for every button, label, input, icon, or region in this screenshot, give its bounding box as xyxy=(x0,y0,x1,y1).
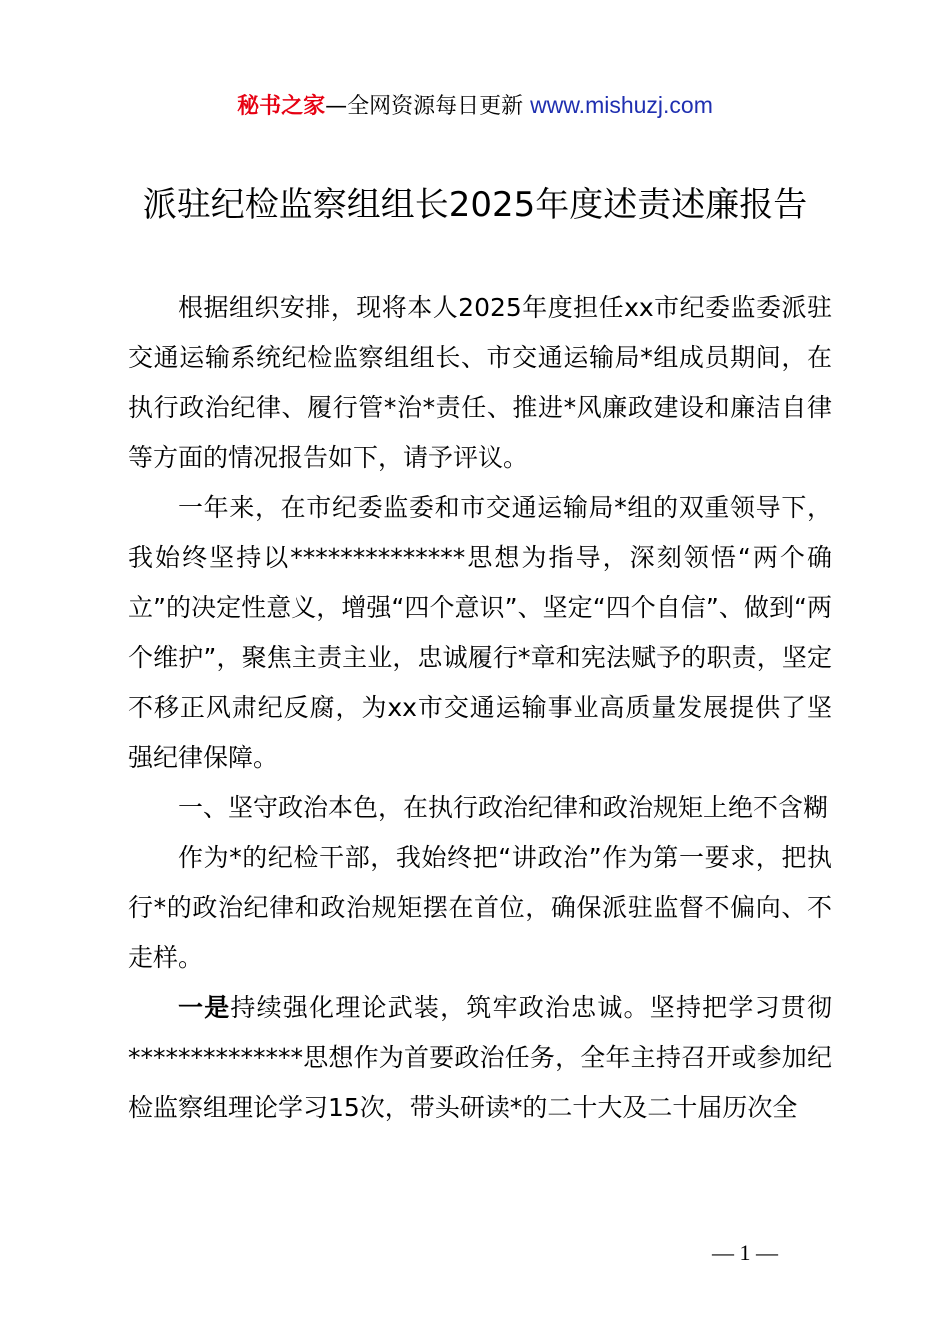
site-url-link[interactable]: www.mishuzj.com xyxy=(530,92,713,118)
paragraph-lead: 一是 xyxy=(178,993,231,1022)
site-brand: 秘书之家 xyxy=(237,94,326,119)
paragraph-text: 持续强化理论武装，筑牢政治忠诚。坚持把学习贯彻**************思想作为首要政治任务，全年主持召开或参加纪检监察组理论学习15次，带头研读*的二十大及二十届历次全 xyxy=(128,993,832,1122)
document-body xyxy=(128,283,832,1133)
page-number: — 1 — xyxy=(712,1240,778,1265)
paragraph-text: 根据组织安排，现将本人2025年度担任xx市纪委监委派驻交通运输系统纪检监察组组长、市交通运输局*组成员期间，在执行政治纪律、履行管*治*责任、推进*风廉政建设和廉洁自律等方面的情况报告如下，请予评议。 xyxy=(128,293,832,472)
site-header xyxy=(0,88,950,124)
paragraph-point-1 xyxy=(128,983,832,1133)
section-heading-text: 一、坚守政治本色，在执行政治纪律和政治规矩上绝不含糊 xyxy=(178,793,829,822)
paragraph-intro xyxy=(128,283,832,483)
section-heading-1 xyxy=(128,783,832,833)
paragraph-section-1-intro xyxy=(128,833,832,983)
paragraph-text: 作为*的纪检干部，我始终把“讲政治”作为第一要求，把执行*的政治纪律和政治规矩摆在首位，确保派驻监督不偏向、不走样。 xyxy=(128,843,832,972)
paragraph-overview xyxy=(128,483,832,783)
site-tagline: —全网资源每日更新 xyxy=(325,94,531,119)
paragraph-text: 一年来，在市纪委监委和市交通运输局*组的双重领导下，我始终坚持以**************思想为指导，深刻领悟“两个确立”的决定性意义，增强“四个意识”、坚定“四个自信”、做到“两个维护”，聚焦主责主业，忠诚履行*章和宪法赋予的职责，坚定不移正风肃纪反腐，为xx市交通运输事业高质量发展提供了坚强纪律保障。 xyxy=(128,493,832,772)
document-title: 派驻纪检监察组组长2025年度述责述廉报告 xyxy=(142,185,808,225)
